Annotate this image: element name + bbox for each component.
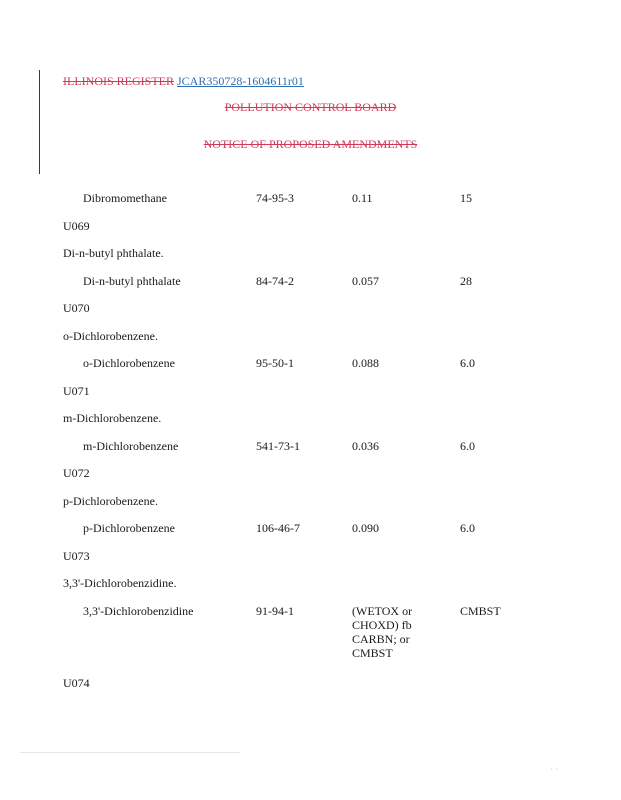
nonwastewater-standard: 6.0 <box>460 439 475 453</box>
change-bar <box>39 70 40 174</box>
constituent-name: m-Dichlorobenzene <box>83 439 179 453</box>
cas-number: 541-73-1 <box>256 439 300 453</box>
waste-group-name: 3,3'-Dichlorobenzidine. <box>63 576 177 590</box>
constituent-name: Di-n-butyl phthalate <box>83 274 181 288</box>
wastewater-standard <box>352 604 412 660</box>
nonwastewater-standard: 6.0 <box>460 356 475 370</box>
register-inserted-link[interactable]: JCAR350728-1604611r01 <box>177 74 304 88</box>
notice-title <box>0 137 621 152</box>
nonwastewater-standard: CMBST <box>460 604 501 618</box>
notice-title-text: NOTICE OF PROPOSED AMENDMENTS <box>203 137 418 151</box>
waste-code: U071 <box>63 384 90 398</box>
waste-group-name: o-Dichlorobenzene. <box>63 329 158 343</box>
cas-number: 106-46-7 <box>256 521 300 535</box>
wastewater-standard: 0.11 <box>352 191 373 205</box>
cas-number: 74-95-3 <box>256 191 294 205</box>
treatment-line: (WETOX or <box>352 604 413 618</box>
board-title <box>0 100 621 115</box>
nonwastewater-standard: 28 <box>460 274 472 288</box>
nonwastewater-standard: 15 <box>460 191 472 205</box>
wastewater-standard: 0.088 <box>352 356 379 370</box>
register-line <box>63 74 304 89</box>
waste-group-name: m-Dichlorobenzene. <box>63 411 162 425</box>
waste-group-name: p-Dichlorobenzene. <box>63 494 158 508</box>
cas-number: 84-74-2 <box>256 274 294 288</box>
treatment-line: CARBN; or <box>352 632 410 646</box>
treatment-line: CMBST <box>352 646 393 660</box>
waste-code: U074 <box>63 676 90 690</box>
footer-mark: · · <box>550 764 559 774</box>
waste-code: U073 <box>63 549 90 563</box>
register-struck-text: ILLINOIS REGISTER <box>63 74 174 88</box>
waste-code: U072 <box>63 466 90 480</box>
treatment-line: CHOXD) fb <box>352 618 412 632</box>
nonwastewater-standard: 6.0 <box>460 521 475 535</box>
wastewater-standard: 0.090 <box>352 521 379 535</box>
wastewater-standard: 0.057 <box>352 274 379 288</box>
wastewater-standard: 0.036 <box>352 439 379 453</box>
constituent-name: Dibromomethane <box>83 191 167 205</box>
waste-code: U070 <box>63 301 90 315</box>
waste-code: U069 <box>63 219 90 233</box>
board-title-text: POLLUTION CONTROL BOARD <box>224 100 397 114</box>
waste-group-name: Di-n-butyl phthalate. <box>63 246 164 260</box>
footer-divider <box>20 752 240 753</box>
constituent-name: 3,3'-Dichlorobenzidine <box>83 604 194 618</box>
constituent-name: o-Dichlorobenzene <box>83 356 175 370</box>
constituent-name: p-Dichlorobenzene <box>83 521 175 535</box>
cas-number: 91-94-1 <box>256 604 294 618</box>
cas-number: 95-50-1 <box>256 356 294 370</box>
